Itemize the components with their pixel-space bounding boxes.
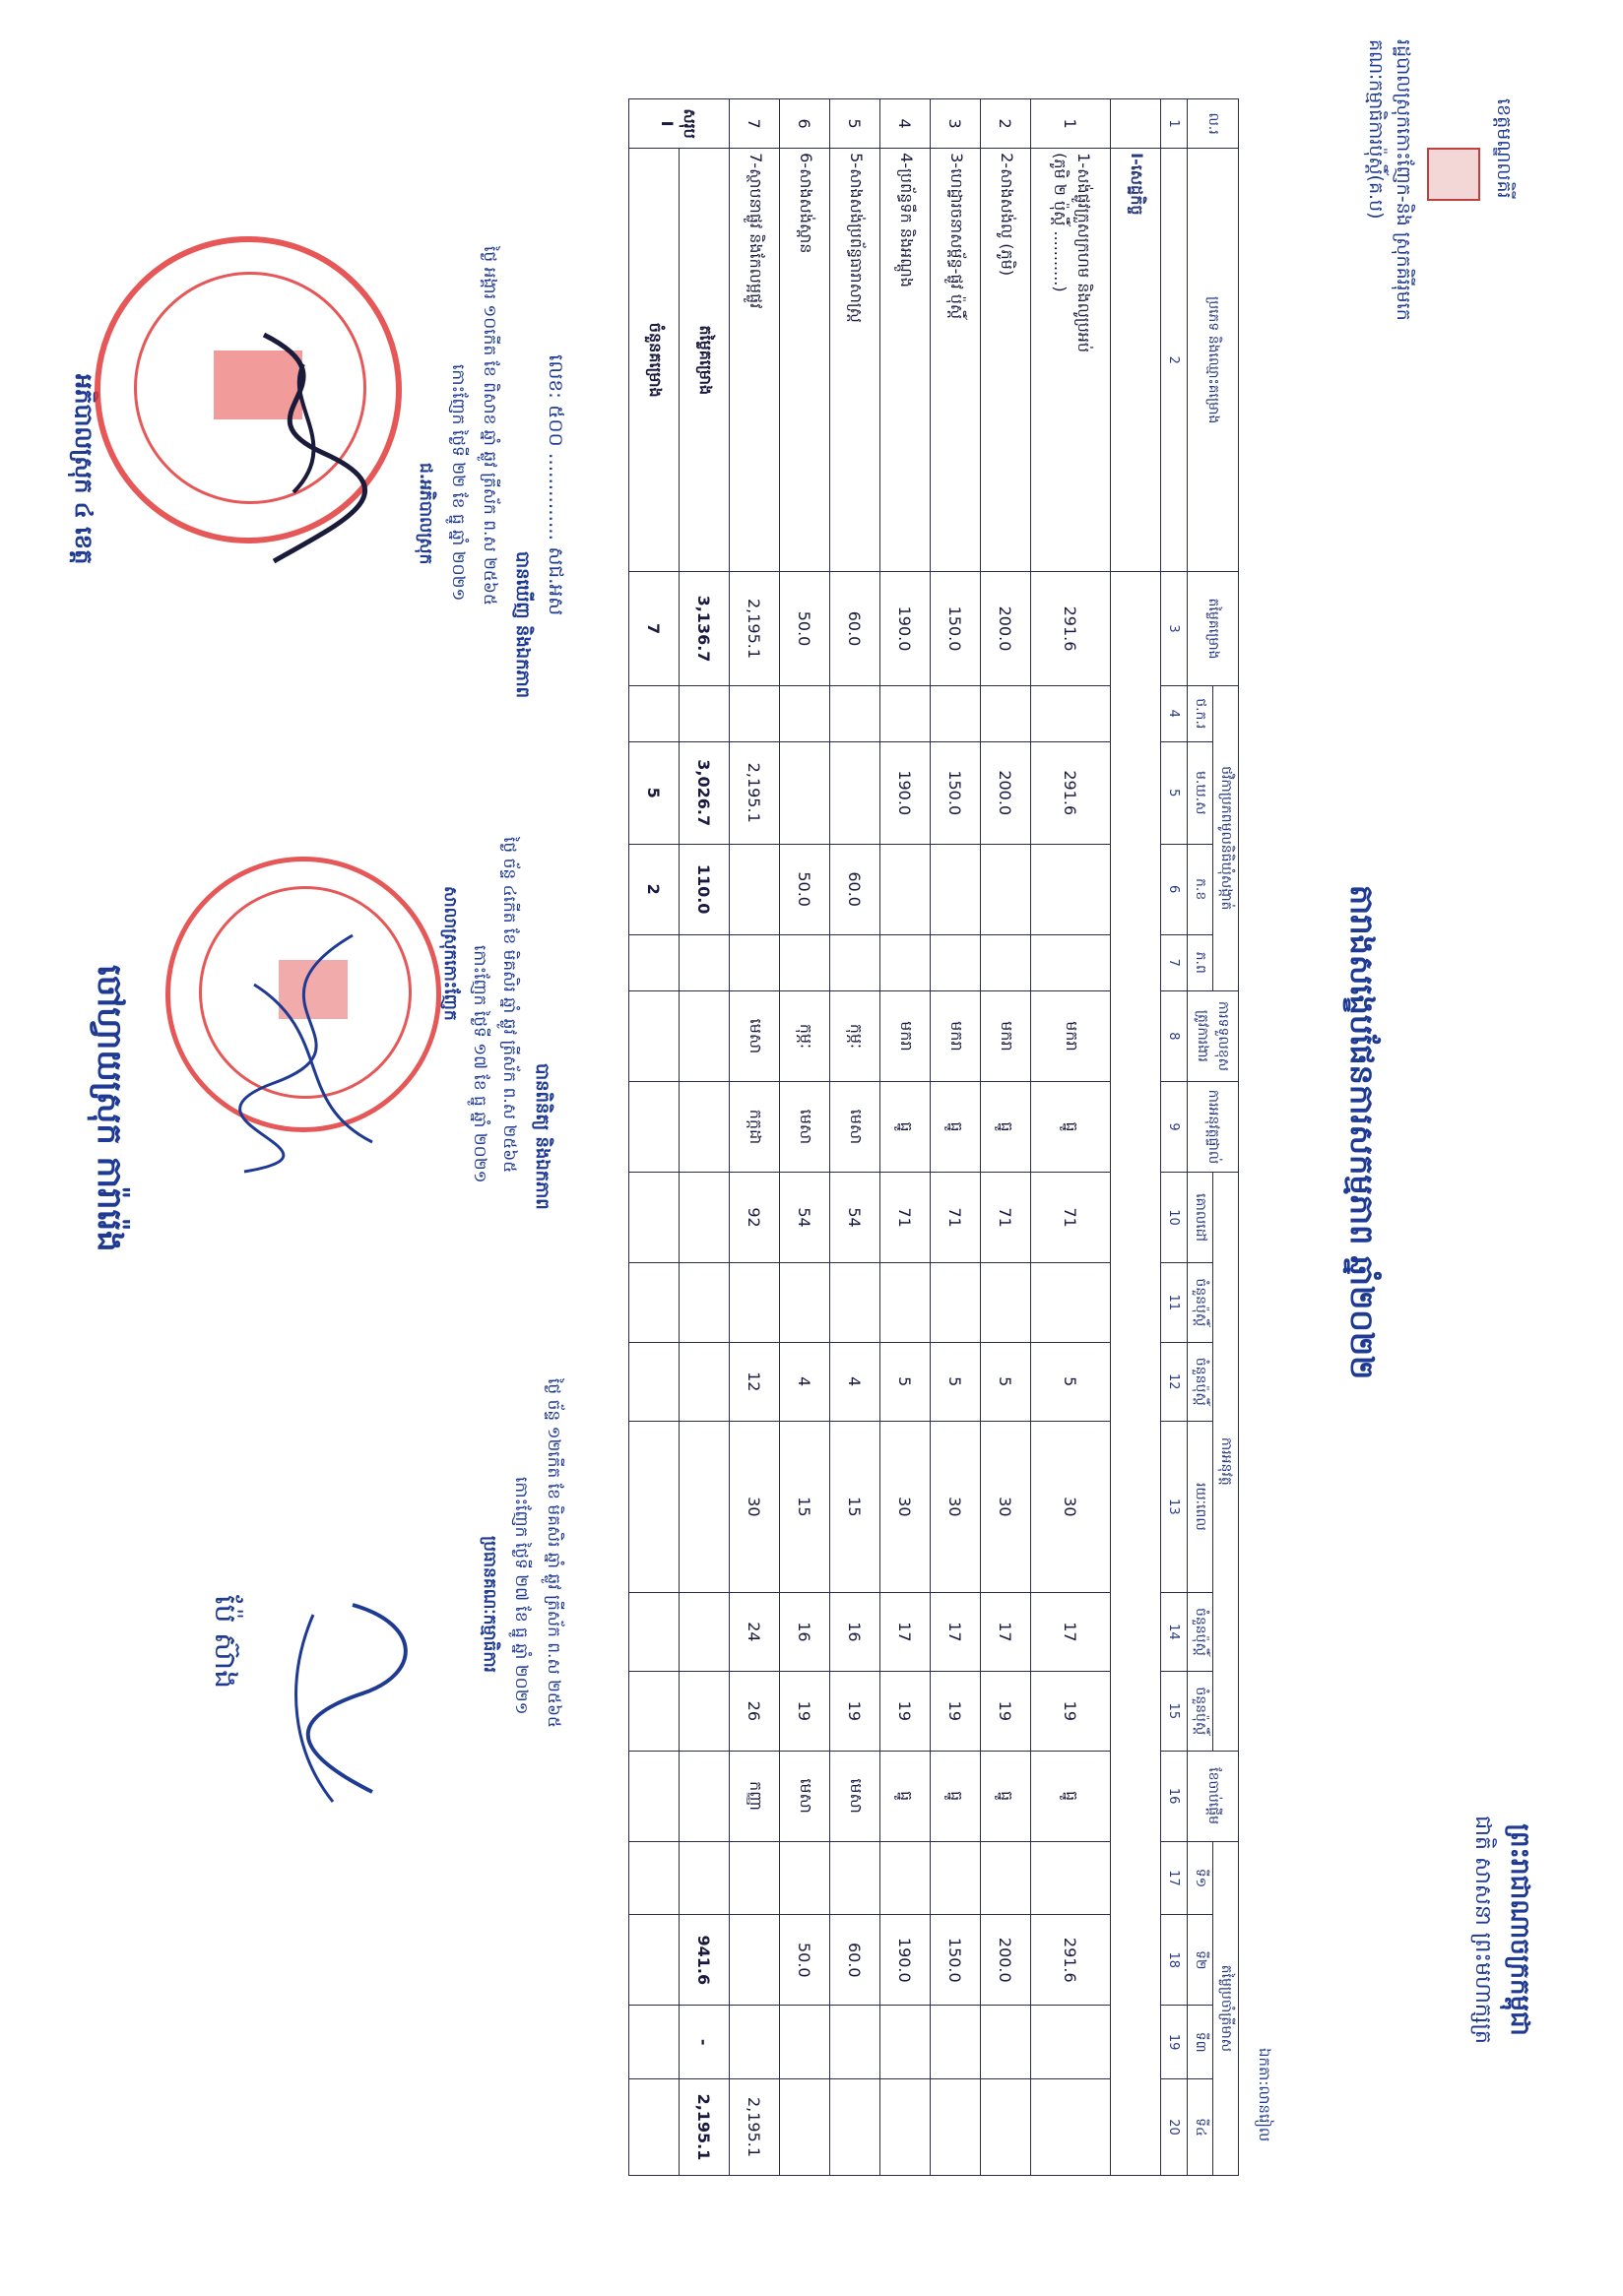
- subtotal-q2: 941.6: [680, 1915, 730, 2006]
- row-no: 6: [780, 99, 830, 149]
- col-exec: ការអនុវត្តផ្ទាល់: [1188, 1081, 1239, 1172]
- col-num: 19: [1161, 2006, 1188, 2079]
- row-beneficiaries: 92: [730, 1173, 780, 1263]
- row-resp: មករា: [1031, 990, 1111, 1081]
- subtotal-sublabel: តម្លៃគម្រោង: [680, 149, 730, 572]
- row-kk: [730, 844, 780, 934]
- row-no: 2: [981, 99, 1031, 149]
- row-name-line: 3-ហេដ្ឋារចនាសម្ព័ន្ធ-ផ្លូវ ប៉ុស្តិ៍: [947, 153, 966, 320]
- row-c15: 19: [830, 1672, 880, 1751]
- row-c12: 4: [780, 1342, 830, 1421]
- row-total: 50.0: [780, 572, 830, 685]
- row-total: 200.0: [981, 572, 1031, 685]
- subtotal-total: 3,136.7: [680, 572, 730, 685]
- row-no: 7: [730, 99, 780, 149]
- row-fund-4: [981, 934, 1031, 990]
- row-mks: 150.0: [931, 741, 981, 844]
- row-name: [931, 149, 981, 572]
- signature-mid-icon: [215, 925, 392, 1181]
- row-c11: [830, 1263, 880, 1342]
- col-project: ប្រភេទ និងឈ្មោះគម្រោង: [1188, 149, 1239, 572]
- col-fund-4: ភ.ព: [1188, 934, 1213, 990]
- col-duration: រយៈពេល: [1188, 1421, 1213, 1592]
- row-c12: 5: [1031, 1342, 1111, 1421]
- col-start: ខែចាប់ផ្តើម: [1188, 1751, 1239, 1841]
- row-name-line: 1-សង់ផ្លូវក្រួសក្រហម និងលូប្រអប់: [1074, 153, 1093, 353]
- row-q4: [981, 2078, 1031, 2175]
- col-q3: ទី៣: [1188, 2006, 1213, 2079]
- row-mks: 291.6: [1031, 741, 1111, 844]
- row-resp: មករា: [880, 990, 931, 1081]
- row-name: [981, 149, 1031, 572]
- row-q2: 200.0: [981, 1915, 1031, 2006]
- row-q3: [981, 2006, 1031, 2079]
- row-start: ធ្នូ: [931, 1751, 981, 1841]
- row-beneficiaries: 71: [880, 1173, 931, 1263]
- row-c14: 17: [981, 1592, 1031, 1671]
- row-q3: [931, 2006, 981, 2079]
- signature-left-icon: [225, 325, 382, 571]
- kingdom-title: ព្រះរាជាណាចក្រកម្ពុជា: [1505, 1823, 1534, 2036]
- row-fund-4: [830, 934, 880, 990]
- col-activity: ការអនុវត្ត: [1213, 1173, 1239, 1752]
- row-mks: 2,195.1: [730, 741, 780, 844]
- table-row: [830, 99, 880, 2176]
- national-motto: ជាតិ សាសនា ព្រះមហាក្សត្រ: [1470, 1816, 1495, 2044]
- col-beneficiaries: គោលដៅ: [1188, 1173, 1213, 1263]
- row-q1: [780, 1841, 830, 1915]
- row-c14: 17: [880, 1592, 931, 1671]
- row-kk: 60.0: [830, 844, 880, 934]
- row-q3: [1031, 2006, 1111, 2079]
- col-num: 1: [1161, 99, 1188, 149]
- province-label: ខេត្តមណ្ឌលគិរី: [1493, 98, 1515, 199]
- row-c14: 16: [780, 1592, 830, 1671]
- row-q1: [1031, 1841, 1111, 1915]
- row-q2: 150.0: [931, 1915, 981, 2006]
- row-fund-1: [931, 685, 981, 741]
- row-start: ធ្នូ: [1031, 1751, 1111, 1841]
- col-funding: ថវិកាប្រភពមូលនិធិឃុំសង្កាត់: [1213, 685, 1239, 990]
- row-q2: 60.0: [830, 1915, 880, 2006]
- role-mid: សាលាស្រុកកោះញែក: [440, 886, 460, 1021]
- col-num: 6: [1161, 844, 1188, 934]
- role-right: ប្រធានគណៈកម្មាធិការ: [480, 1536, 499, 1673]
- row-q1: [830, 1841, 880, 1915]
- row-resp: មករា: [981, 990, 1031, 1081]
- row-c14: 16: [830, 1592, 880, 1671]
- row-c13: 15: [830, 1421, 880, 1592]
- row-resp: មេសា: [730, 990, 780, 1081]
- row-c12: 12: [730, 1342, 780, 1421]
- row-q1: [880, 1841, 931, 1915]
- row-fund-4: [1031, 934, 1111, 990]
- date-mid: ថ្ងៃ ច័ន្ទ ៤កើត ខែ មិគសិរ ឆ្នាំ ឆ្លូវ ត្រីស័ក ព.ស ២៥៦៥: [499, 837, 519, 1174]
- row-kk: [931, 844, 981, 934]
- col-num: 14: [1161, 1592, 1188, 1671]
- ref-number: លេខ: ៥០០ .............. សជ.អស: [545, 354, 568, 616]
- col-num: 12: [1161, 1342, 1188, 1421]
- row-q4: [830, 2078, 880, 2175]
- col-num: 11: [1161, 1263, 1188, 1342]
- row-no: 5: [830, 99, 880, 149]
- row-fund-4: [730, 934, 780, 990]
- row-name-line: 6-សាងសង់ស្ពាន: [797, 153, 815, 254]
- row-name: [730, 149, 780, 572]
- col-count-2: ចំនួនប៉ុស្តិ៍: [1188, 1342, 1213, 1421]
- col-num: 3: [1161, 572, 1188, 685]
- row-q4: 2,195.1: [730, 2078, 780, 2175]
- row-name-line: 7-ស្ថាបនាផ្លូវ និងកែលម្អផ្លូវ: [747, 153, 765, 309]
- count-kk: 2: [629, 844, 680, 934]
- row-c14: 24: [730, 1592, 780, 1671]
- row-name: [880, 149, 931, 572]
- row-fund-1: [1031, 685, 1111, 741]
- row-start: មេសា: [830, 1751, 880, 1841]
- seen-mid: បានពិនិត្យ និងឯកភាព: [532, 1063, 552, 1210]
- col-num: 9: [1161, 1081, 1188, 1172]
- row-start: មេសា: [780, 1751, 830, 1841]
- row-c12: 5: [931, 1342, 981, 1421]
- col-num: 2: [1161, 149, 1188, 572]
- unit-label: ឯកតា:លានរៀល: [1256, 2048, 1273, 2142]
- subtotal-row: [680, 99, 730, 2176]
- row-c11: [880, 1263, 931, 1342]
- subtotal-mks: 3,026.7: [680, 741, 730, 844]
- row-exec: ធ្នូ: [880, 1081, 931, 1172]
- row-c15: 19: [981, 1672, 1031, 1751]
- row-c11: [780, 1263, 830, 1342]
- row-total: 291.6: [1031, 572, 1111, 685]
- row-q1: [931, 1841, 981, 1915]
- date-mid-2: កោះញែក ថ្ងៃទី ១៧ ខែ ធ្នូ ឆ្នាំ ២០២១: [470, 945, 489, 1183]
- row-kk: 50.0: [780, 844, 830, 934]
- row-q2: 291.6: [1031, 1915, 1111, 2006]
- row-name-line-2: (ភូមិ ២ ប៉ុស្តិ៍ ...........): [1051, 153, 1070, 292]
- row-total: 190.0: [880, 572, 931, 685]
- row-mks: [830, 741, 880, 844]
- row-c12: 5: [880, 1342, 931, 1421]
- signature-right-icon: [264, 1585, 431, 1821]
- row-c13: 30: [730, 1421, 780, 1592]
- row-no: 3: [931, 99, 981, 149]
- row-fund-1: [730, 685, 780, 741]
- count-mks: 5: [629, 741, 680, 844]
- table-row: [981, 99, 1031, 2176]
- row-beneficiaries: 71: [1031, 1173, 1111, 1263]
- row-resp: កុម្ភៈ: [780, 990, 830, 1081]
- row-beneficiaries: 71: [981, 1173, 1031, 1263]
- row-name-line: 2-សាងសង់លូ (ភូមិ): [998, 153, 1016, 277]
- row-mks: 200.0: [981, 741, 1031, 844]
- admin-line-1: រដ្ឋបាលស្រុកកោះញែក-និង ស្រុកគិរីរុមកេ: [1393, 39, 1414, 321]
- col-count: ចំនួនប៉ុស្តិ៍: [1188, 1263, 1213, 1342]
- date-left: ថ្ងៃ អង្គារ ១០កើត ខែ ពិសាខ ឆ្នាំ ឆ្លូវ ត្រីស័ក ព.ស ២៥៦៥: [480, 246, 499, 606]
- logo-icon: [1427, 148, 1480, 201]
- row-c13: 30: [981, 1421, 1031, 1592]
- table-row: [730, 99, 780, 2176]
- row-c15: 19: [931, 1672, 981, 1751]
- row-fund-1: [830, 685, 880, 741]
- row-exec: ធ្នូ: [981, 1081, 1031, 1172]
- col-num: 17: [1161, 1841, 1188, 1915]
- row-q1: [981, 1841, 1031, 1915]
- row-name-line: 5-សាងសង់ប្រព័ន្ធធារាសាស្ត្រ: [847, 153, 866, 323]
- row-c13: 30: [931, 1421, 981, 1592]
- row-q4: [780, 2078, 830, 2175]
- row-start: ធ្នូ: [981, 1751, 1031, 1841]
- row-kk: [1031, 844, 1111, 934]
- section-row: [1111, 99, 1161, 2176]
- row-c11: [730, 1263, 780, 1342]
- row-total: 2,195.1: [730, 572, 780, 685]
- col-num: 18: [1161, 1915, 1188, 2006]
- row-beneficiaries: 54: [780, 1173, 830, 1263]
- date-right: ថ្ងៃ ច័ន្ទ ១២កើត ខែ មិគសិរ ឆ្នាំ ឆ្លូវ ត្រីស័ក ព.ស ២៥៦៥: [544, 1378, 563, 1729]
- col-count-3: ចំនួនប៉ុស្តិ៍: [1188, 1592, 1213, 1671]
- row-q1: [730, 1841, 780, 1915]
- subtotal-q3: -: [680, 2006, 730, 2079]
- table-row: [1031, 99, 1111, 2176]
- row-exec: ធ្នូ: [931, 1081, 981, 1172]
- col-num: 16: [1161, 1751, 1188, 1841]
- table-row: [780, 99, 830, 2176]
- row-q3: [830, 2006, 880, 2079]
- name-right: ប៉ែ ស៊ាង: [208, 1595, 242, 1690]
- col-fund-1: ថ.ក.រ: [1188, 685, 1213, 741]
- col-count-4: ចំនួនប៉ុស្តិ៍: [1188, 1672, 1213, 1751]
- date-right-2: កោះញែក ថ្ងៃទី ២៧ ខែ ធ្នូ ឆ្នាំ ២០២១: [511, 1477, 531, 1715]
- row-kk: [981, 844, 1031, 934]
- row-q4: [931, 2078, 981, 2175]
- col-num: 15: [1161, 1672, 1188, 1751]
- col-num: 20: [1161, 2078, 1188, 2175]
- count-label: ចំនួនគម្រោង: [629, 149, 680, 572]
- col-q1: ទី១: [1188, 1841, 1213, 1915]
- col-q4: ទី៤: [1188, 2078, 1213, 2175]
- action-plan-table: [628, 98, 1239, 2176]
- row-q3: [730, 2006, 780, 2079]
- count-total: 7: [629, 572, 680, 685]
- row-q4: [880, 2078, 931, 2175]
- date-left-2: កោះញែក ថ្ងៃទី ២២ ខែ ធ្នូ ឆ្នាំ ២០២១: [448, 364, 468, 602]
- row-fund-4: [931, 934, 981, 990]
- col-total: តម្លៃគម្រោង: [1188, 572, 1239, 685]
- row-c15: 26: [730, 1672, 780, 1751]
- col-no: ល.រ: [1188, 99, 1239, 149]
- row-exec: កក្កដា: [730, 1081, 780, 1172]
- col-fund-3: ក.ខ: [1188, 844, 1213, 934]
- row-kk: [880, 844, 931, 934]
- row-c13: 30: [880, 1421, 931, 1592]
- row-beneficiaries: 54: [830, 1173, 880, 1263]
- col-num: 7: [1161, 934, 1188, 990]
- admin-line-2: គណៈកម្មាធិការប៉ុស្តិ៍(គ.ប): [1365, 39, 1387, 220]
- name-left: អភិបាលស្រុក ៤ ខេត្ត: [70, 374, 97, 565]
- row-mks: [780, 741, 830, 844]
- col-q2: ទី២: [1188, 1915, 1213, 2006]
- row-c12: 4: [830, 1342, 880, 1421]
- col-num: 8: [1161, 990, 1188, 1081]
- row-c13: 30: [1031, 1421, 1111, 1592]
- row-c15: 19: [780, 1672, 830, 1751]
- row-c14: 17: [1031, 1592, 1111, 1671]
- row-fund-4: [780, 934, 830, 990]
- role-left: ជ.អភិបាលស្រុក: [416, 463, 435, 565]
- col-num: 10: [1161, 1173, 1188, 1263]
- table-row: [880, 99, 931, 2176]
- row-name: [830, 149, 880, 572]
- row-resp: កុម្ភៈ: [830, 990, 880, 1081]
- row-c13: 15: [780, 1421, 830, 1592]
- subtotal-label: សរុប I: [629, 99, 730, 149]
- row-exec: មេសា: [830, 1081, 880, 1172]
- row-fund-1: [780, 685, 830, 741]
- col-resp: ការទទួលខុសត្រូវការងារ: [1188, 990, 1239, 1081]
- row-c11: [1031, 1263, 1111, 1342]
- row-name: [1031, 149, 1111, 572]
- row-c14: 17: [931, 1592, 981, 1671]
- name-mid: ចៅហ្វាយស្រុក ការ៉ារ៉េង: [90, 965, 129, 1252]
- row-name: [780, 149, 830, 572]
- row-c15: 19: [1031, 1672, 1111, 1751]
- row-exec: ធ្នូ: [1031, 1081, 1111, 1172]
- row-c11: [981, 1263, 1031, 1342]
- row-q4: [1031, 2078, 1111, 2175]
- row-fund-1: [880, 685, 931, 741]
- row-total: 150.0: [931, 572, 981, 685]
- row-resp: មករា: [931, 990, 981, 1081]
- column-number-row: [1161, 99, 1188, 2176]
- row-fund-1: [981, 685, 1031, 741]
- row-c12: 5: [981, 1342, 1031, 1421]
- row-fund-4: [880, 934, 931, 990]
- row-beneficiaries: 71: [931, 1173, 981, 1263]
- col-cost-group: តម្លៃប្រចាំត្រីមាស: [1213, 1841, 1239, 2175]
- subtotal-q4: 2,195.1: [680, 2078, 730, 2175]
- col-num: 5: [1161, 741, 1188, 844]
- row-no: 1: [1031, 99, 1111, 149]
- row-q2: [730, 1915, 780, 2006]
- row-q2: 50.0: [780, 1915, 830, 2006]
- row-q2: 190.0: [880, 1915, 931, 2006]
- row-start: កញ្ញា: [730, 1751, 780, 1841]
- row-q3: [880, 2006, 931, 2079]
- row-c11: [931, 1263, 981, 1342]
- row-total: 60.0: [830, 572, 880, 685]
- col-num: 13: [1161, 1421, 1188, 1592]
- table-row: [931, 99, 981, 2176]
- row-exec: មេសា: [780, 1081, 830, 1172]
- section-label: I-សេដ្ឋកិច្ច: [1111, 149, 1161, 572]
- subtotal-kk: 110.0: [680, 844, 730, 934]
- page-title: តារាងសង្ខេបផែនការសកម្មភាព ឆ្នាំ២០២២: [1343, 884, 1381, 1380]
- row-q3: [780, 2006, 830, 2079]
- row-name-line: 4-ប្រព័ន្ធទឹក និងអណ្តូង: [897, 153, 916, 287]
- col-fund-2: ម.ឃ.ស: [1188, 741, 1213, 844]
- row-no: 4: [880, 99, 931, 149]
- seen-left: បានឃើញ និងឯកភាព: [512, 551, 533, 699]
- row-start: ធ្នូ: [880, 1751, 931, 1841]
- count-row: [629, 99, 680, 2176]
- col-num: 4: [1161, 685, 1188, 741]
- row-mks: 190.0: [880, 741, 931, 844]
- row-c15: 19: [880, 1672, 931, 1751]
